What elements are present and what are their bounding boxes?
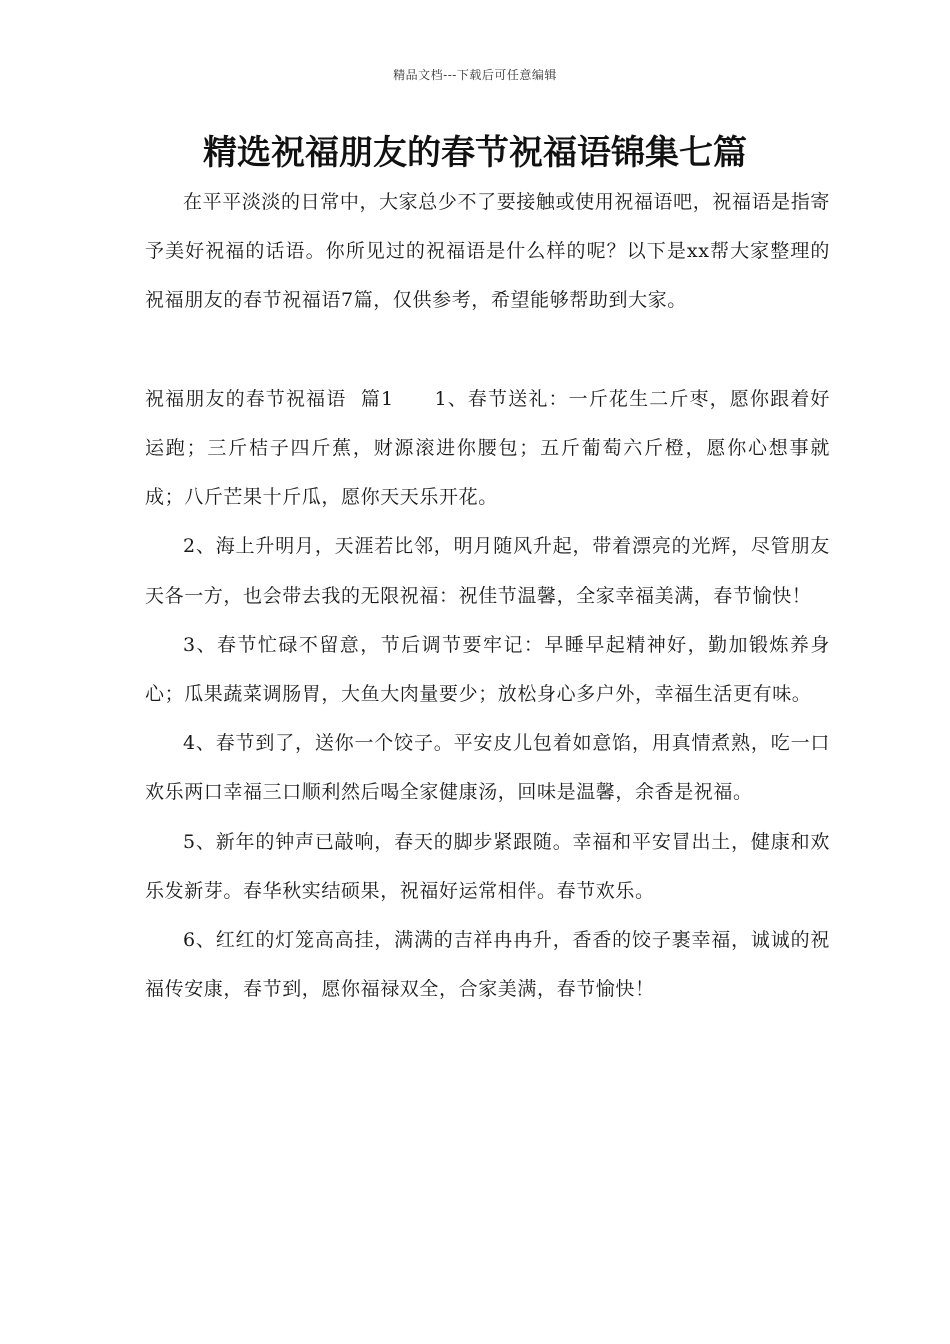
- wish-item-5: 5、新年的钟声已敲响，春天的脚步紧跟随。幸福和平安冒出土，健康和欢乐发新芽。春华秋实结硕果，祝福好运常相伴。春节欢乐。: [145, 830, 830, 902]
- wish-item-2: 2、海上升明月，天涯若比邻，明月随风升起，带着漂亮的光辉，尽管朋友天各一方，也会带去我的无限祝福：祝佳节温馨，全家幸福美满，春节愉快！: [145, 535, 830, 607]
- wish-item-3: 3、春节忙碌不留意，节后调节要牢记：早睡早起精神好，勤加锻炼养身心；瓜果蔬菜调肠胃，大鱼大肉量要少；放松身心多户外，幸福生活更有味。: [145, 633, 830, 706]
- document-body: [145, 178, 830, 1014]
- document-title: 精选祝福朋友的春节祝福语锦集七篇: [203, 133, 747, 173]
- section-gap: [394, 388, 435, 410]
- blank-line: [145, 326, 830, 375]
- wish-item-1: 1、春节送礼：一斤花生二斤枣，愿你跟着好运跑；三斤桔子四斤蕉，财源滚进你腰包；五斤葡萄六斤橙，愿你心想事就成；八斤芒果十斤瓜，愿你天天乐开花。: [145, 387, 830, 509]
- section-heading: 祝福朋友的春节祝福语 篇1: [145, 387, 394, 410]
- wish-item-4: 4、春节到了，送你一个饺子。平安皮儿包着如意馅，用真情煮熟，吃一口欢乐两口幸福三口顺利然后喝全家健康汤，回味是温馨，余香是祝福。: [145, 732, 830, 804]
- section-1-paragraph: [145, 375, 830, 523]
- wish-item-6: 6、红红的灯笼高高挂，满满的吉祥冉冉升，香香的饺子裹幸福，诚诚的祝福传安康，春节到，愿你福禄双全，合家美满，春节愉快！: [145, 929, 830, 1001]
- header-note: 精品文档---下载后可任意编辑: [393, 68, 557, 82]
- intro-paragraph: 在平平淡淡的日常中，大家总少不了要接触或使用祝福语吧，祝福语是指寄予美好祝福的话语。你所见过的祝福语是什么样的呢？以下是xx帮大家整理的祝福朋友的春节祝福语7篇，仅供参考，希望能够帮助到大家。: [145, 191, 830, 312]
